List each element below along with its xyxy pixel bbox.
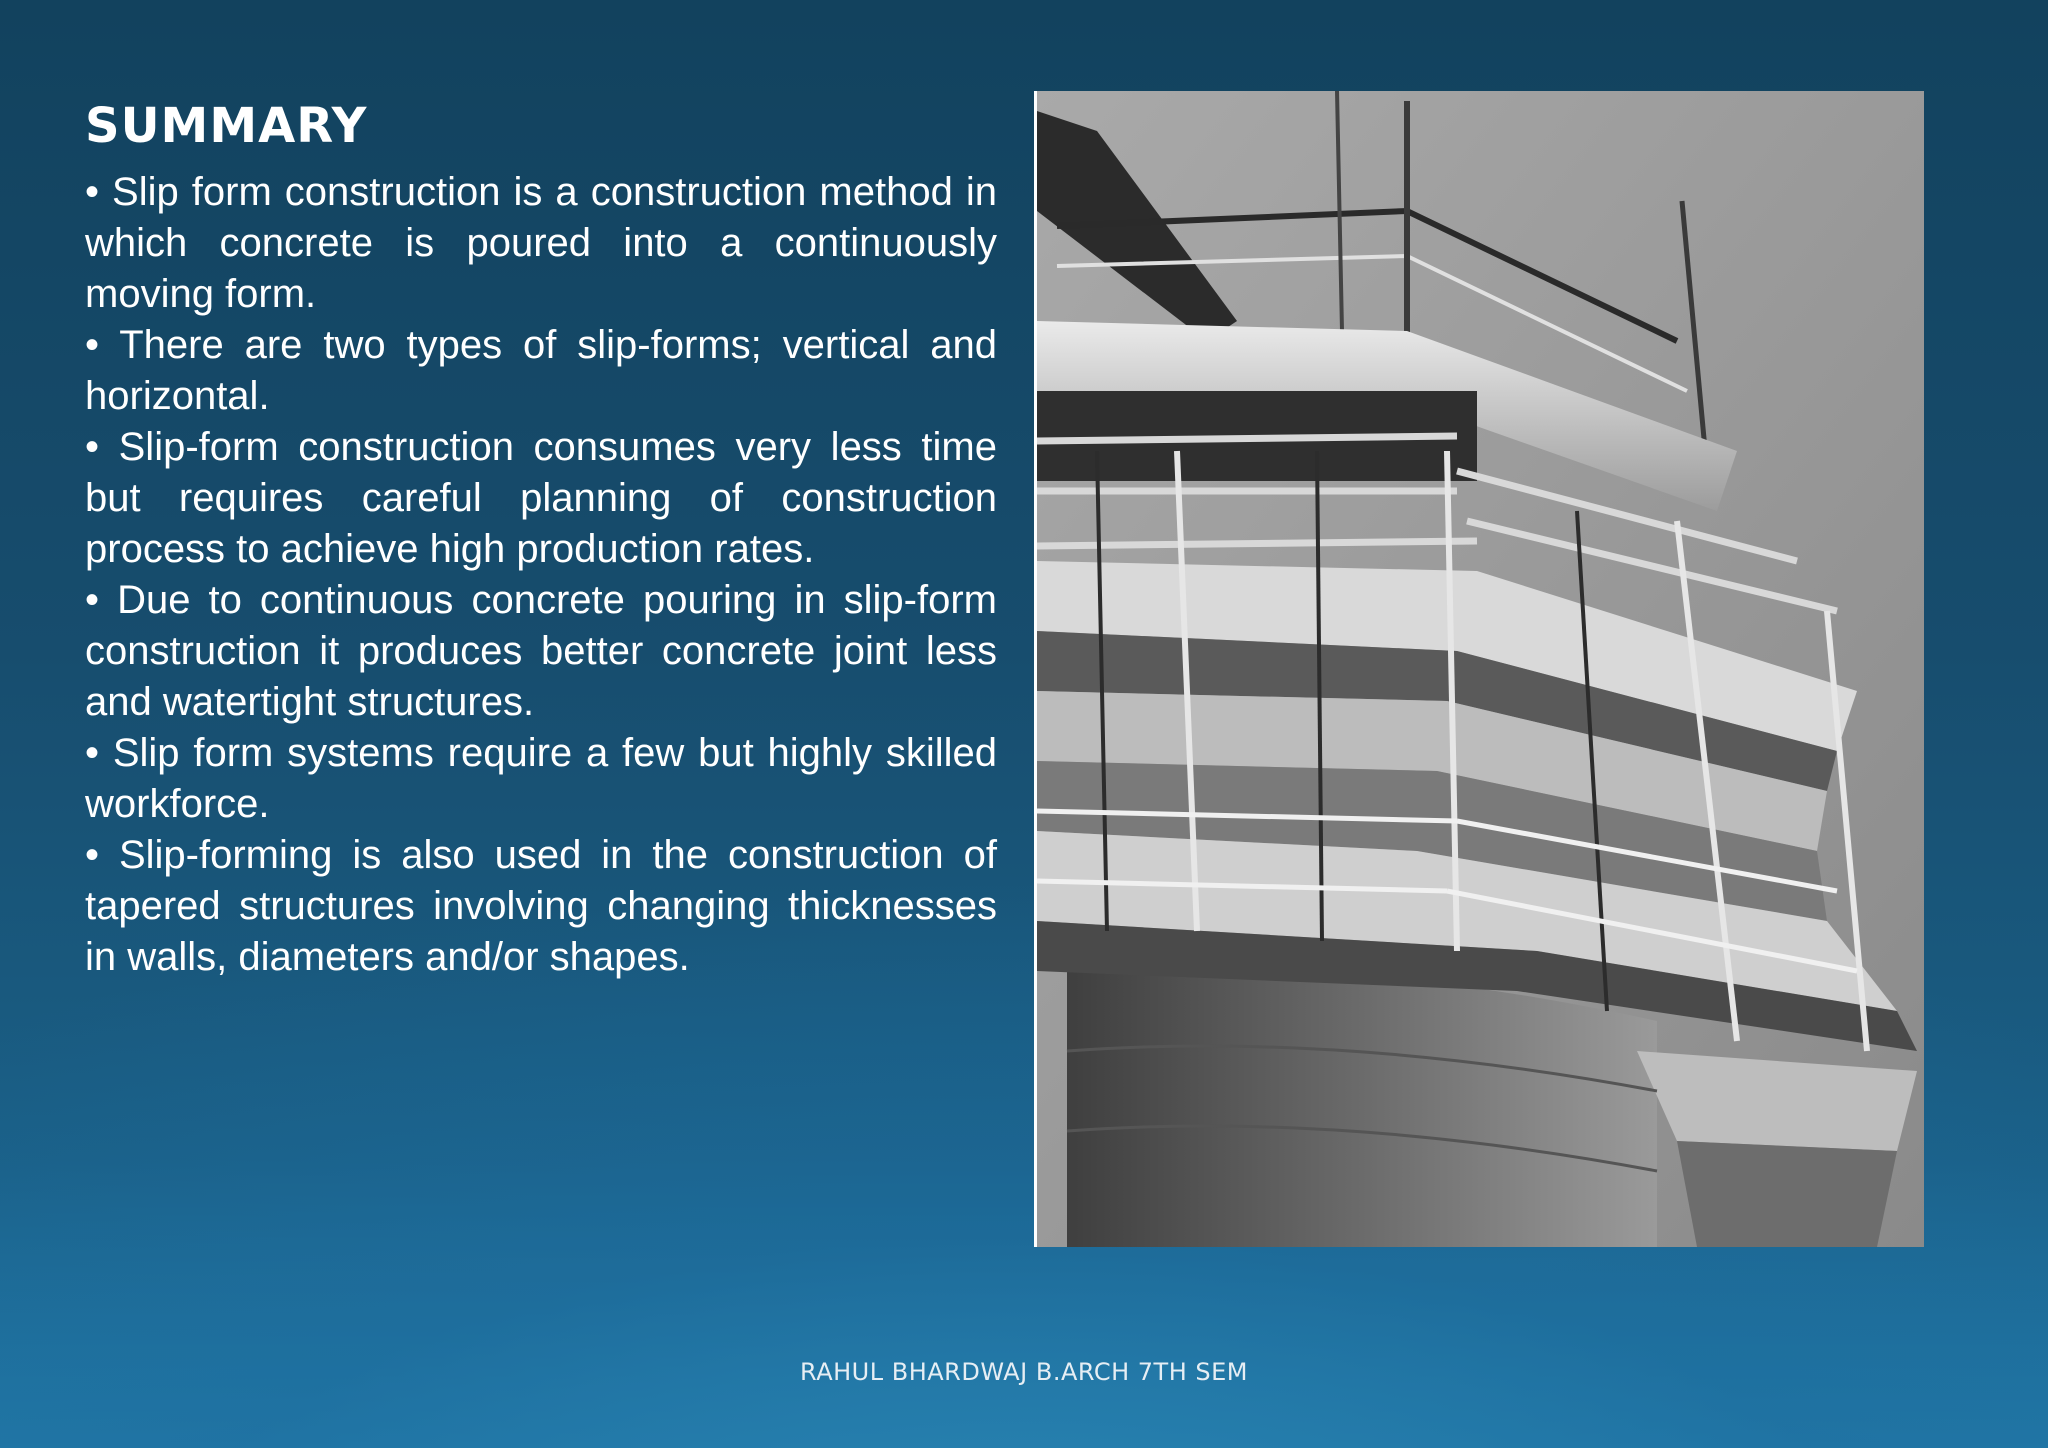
slipform-tower-photo — [1034, 91, 1924, 1247]
bullet-item: • Due to continuous concrete pouring in slip-form construction it produces better concrete joint less and watertight structures. — [85, 578, 997, 724]
bullet-list — [85, 167, 997, 983]
bullet-item: • Slip form systems require a few but highly skilled workforce. — [85, 731, 997, 826]
bullet-item: • There are two types of slip-forms; vertical and horizontal. — [85, 323, 997, 418]
bullet-item: • Slip form construction is a construction method in which concrete is poured into a continuously moving form. — [85, 170, 997, 316]
footer-credit: RAHUL BHARDWAJ B.ARCH 7TH SEM — [800, 1358, 1248, 1386]
slide-title: SUMMARY — [85, 98, 368, 154]
bullet-item: • Slip-forming is also used in the construction of tapered structures involving changing thicknesses in walls, diameters and/or shapes. — [85, 833, 997, 979]
bullet-item: • Slip-form construction consumes very less time but requires careful planning of construction process to achieve high production rates. — [85, 425, 997, 571]
